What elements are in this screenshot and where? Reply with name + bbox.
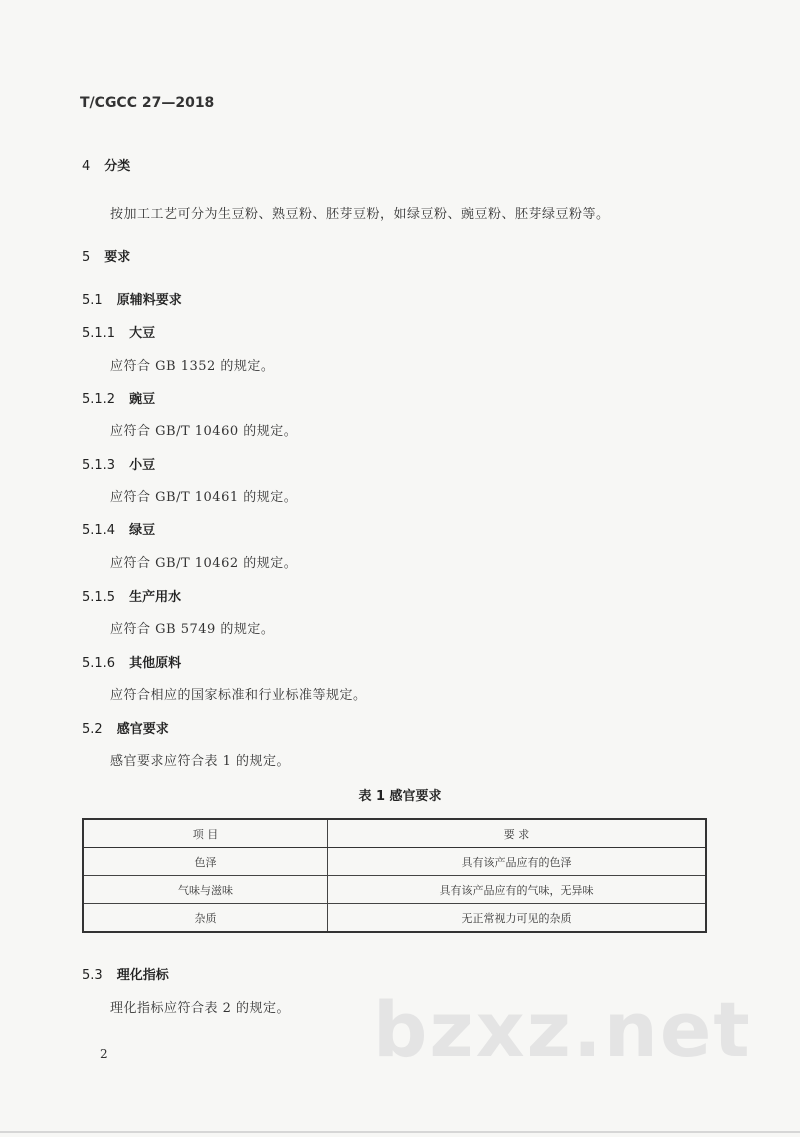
section-title: 要求	[104, 250, 131, 265]
section-5-1-5-text: 应符合 GB 5749 的规定。	[110, 622, 275, 637]
table-cell: 无正常视力可见的杂质	[328, 904, 707, 933]
section-5-1-1-text: 应符合 GB 1352 的规定。	[110, 359, 275, 374]
section-5-1-2-heading	[82, 388, 155, 407]
section-5-1-6-heading	[82, 652, 181, 671]
section-title: 理化指标	[116, 968, 169, 983]
section-title: 绿豆	[129, 523, 156, 538]
section-number: 5.3	[82, 968, 103, 983]
section-5-1-2-text: 应符合 GB/T 10460 的规定。	[110, 424, 298, 439]
table-cell: 色泽	[83, 848, 328, 876]
table-cell: 具有该产品应有的色泽	[328, 848, 707, 876]
section-5-1-6-text: 应符合相应的国家标准和行业标准等规定。	[110, 688, 367, 703]
section-number: 4	[82, 159, 91, 174]
section-number: 5.1.4	[82, 523, 116, 538]
section-5-1-heading	[82, 289, 182, 308]
table-1-caption: 表 1 感官要求	[358, 789, 442, 804]
section-number: 5.1.5	[82, 590, 116, 605]
section-title: 分类	[104, 159, 131, 174]
section-5-heading	[82, 246, 130, 265]
section-5-3-heading	[82, 964, 169, 983]
section-5-1-4-text: 应符合 GB/T 10462 的规定。	[110, 556, 298, 571]
section-title: 大豆	[129, 326, 156, 341]
section-number: 5.1	[82, 293, 103, 308]
page-number: 2	[100, 1047, 108, 1061]
bottom-divider	[0, 1131, 800, 1133]
table-row	[83, 876, 706, 904]
section-title: 其他原料	[129, 656, 182, 671]
section-5-1-5-heading	[82, 586, 181, 605]
section-5-1-4-heading	[82, 519, 155, 538]
table-cell: 具有该产品应有的气味，无异味	[328, 876, 707, 904]
table-header-row	[83, 819, 706, 848]
section-5-2-heading	[82, 718, 169, 737]
table-1-sensory-requirements	[82, 818, 707, 933]
section-5-1-3-text: 应符合 GB/T 10461 的规定。	[110, 490, 298, 505]
section-number: 5.1.3	[82, 458, 116, 473]
section-title: 生产用水	[129, 590, 182, 605]
section-4-text: 按加工工艺可分为生豆粉、熟豆粉、胚芽豆粉，如绿豆粉、豌豆粉、胚芽绿豆粉等。	[110, 207, 610, 222]
section-number: 5.1.2	[82, 392, 116, 407]
section-4-heading	[82, 155, 130, 174]
section-title: 感官要求	[116, 722, 169, 737]
table-row	[83, 848, 706, 876]
section-title: 原辅料要求	[116, 293, 182, 308]
section-5-2-text: 感官要求应符合表 1 的规定。	[110, 754, 291, 769]
section-5-1-1-heading	[82, 322, 155, 341]
section-number: 5.2	[82, 722, 103, 737]
table-cell: 杂质	[83, 904, 328, 933]
section-number: 5	[82, 250, 91, 265]
section-5-1-3-heading	[82, 454, 155, 473]
section-title: 小豆	[129, 458, 156, 473]
table-header-cell: 项 目	[83, 819, 328, 848]
table-header-cell: 要 求	[328, 819, 707, 848]
watermark: bzxz.net	[373, 985, 752, 1074]
document-code: T/CGCC 27—2018	[80, 95, 215, 111]
section-number: 5.1.6	[82, 656, 116, 671]
section-title: 豌豆	[129, 392, 156, 407]
table-row	[83, 904, 706, 933]
table-cell: 气味与滋味	[83, 876, 328, 904]
section-number: 5.1.1	[82, 326, 116, 341]
section-5-3-text: 理化指标应符合表 2 的规定。	[110, 1001, 291, 1016]
